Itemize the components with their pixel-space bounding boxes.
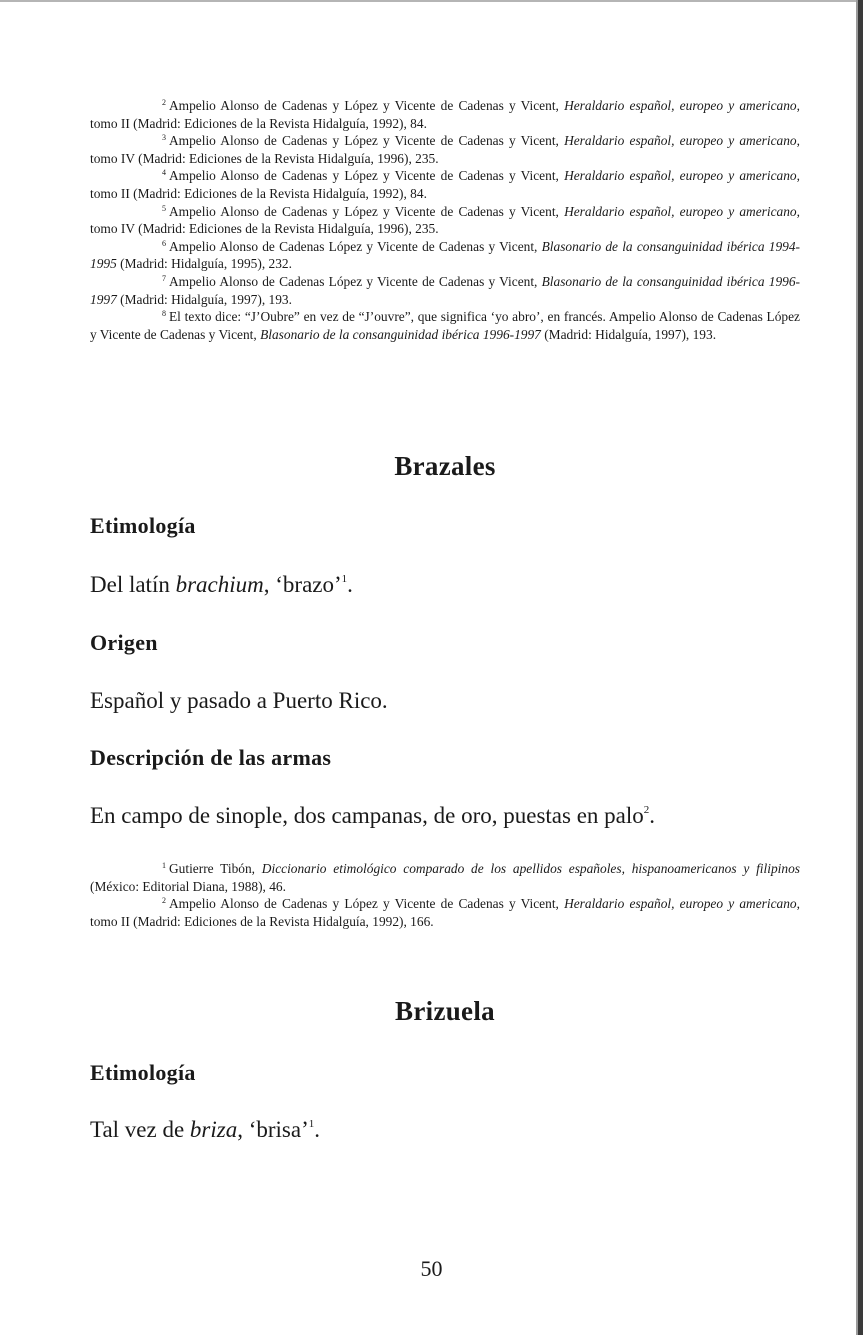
top-rule (0, 0, 863, 2)
footnote-title: Blasonario de la consanguinidad ibérica 1996-1997 (260, 326, 541, 342)
footnote: $^7$ Ampelio Alonso de Cadenas López y Vicente de Cadenas y Vicent, Blasonario de la consanguinidad ibérica 1996-1997 (Madrid: Hidalguía, 1997), 193. (90, 273, 800, 307)
footnote: $^2$ Ampelio Alonso de Cadenas y López y Vicente de Cadenas y Vicent, Heraldario español, europeo y americano, tomo II (Madrid: Ediciones de la Revista Hidalguía, 1992), 84. (90, 98, 800, 131)
footnote-title: Heraldario español, europeo y americano (564, 98, 797, 113)
footnote-number: 2 (162, 98, 166, 107)
footnote: $^6$ Ampelio Alonso de Cadenas López y Vicente de Cadenas y Vicent, Blasonario de la consanguinidad ibérica 1994-1995 (Madrid: Hidalguía, 1995), 232. (90, 238, 800, 272)
footnote-title: Diccionario etimológico comparado de los apellidos españoles, hispanoamericanos y filipinos (261, 861, 800, 876)
footnote-number: 6 (162, 238, 166, 248)
footnote-number: 2 (162, 896, 166, 906)
heading-etimologia: Etimología (90, 1060, 196, 1085)
footnote-ref: 1 (341, 573, 348, 585)
latin-word: brachium (175, 572, 264, 597)
footnote: $^2$ Ampelio Alonso de Cadenas y López y Vicente de Cadenas y Vicent, Heraldario español, europeo y americano, tomo II (Madrid: Ediciones de la Revista Hidalguía, 1992), 166. (90, 896, 800, 929)
footnote: $^1$ Gutierre Tibón, Diccionario etimológico comparado de los apellidos españoles, hispanoamericanos y filipinos (México: Editorial Diana, 1988), 46. (90, 861, 800, 894)
heading-etimologia: Etimología (90, 513, 196, 538)
footnotes-mid (90, 860, 800, 930)
etimologia-text: Del latín brachium, ‘brazo’$^1$. (90, 572, 353, 597)
footnote-number: 3 (162, 133, 166, 143)
page-number: 50 (420, 1256, 443, 1281)
footnote-title: Heraldario español, europeo y americano (564, 203, 797, 219)
footnote-number: 7 (162, 273, 166, 283)
footnote-title: Heraldario español, europeo y americano (564, 168, 797, 184)
descripcion-text: En campo de sinople, dos campanas, de oro, puestas en palo$^2$. (90, 803, 656, 828)
scan-edge (858, 0, 863, 1335)
footnote-title: Heraldario español, europeo y americano (564, 133, 797, 149)
footnote-title: Blasonario de la consanguinidad ibérica 1996-1997 (90, 273, 800, 307)
footnote: $^4$ Ampelio Alonso de Cadenas y López y Vicente de Cadenas y Vicent, Heraldario español, europeo y americano, tomo II (Madrid: Ediciones de la Revista Hidalguía, 1992), 84. (90, 168, 800, 201)
section-title-brizuela: Brizuela (395, 996, 495, 1026)
footnote-title: Blasonario de la consanguinidad ibérica 1994-1995 (90, 238, 800, 272)
origen-text: Español y pasado a Puerto Rico. (90, 688, 388, 713)
footnote-number: 4 (162, 168, 166, 178)
footnote-number: 1 (162, 861, 166, 870)
etimologia-text: Tal vez de briza, ‘brisa’$^1$. (90, 1117, 320, 1142)
footnotes-top (90, 97, 800, 343)
section-title-brazales: Brazales (394, 451, 496, 481)
footnote-number: 5 (162, 203, 166, 213)
footnote: $^5$ Ampelio Alonso de Cadenas y López y Vicente de Cadenas y Vicent, Heraldario español, europeo y americano, tomo IV (Madrid: Ediciones de la Revista Hidalguía, 1996), 235. (90, 203, 800, 237)
footnote: $^3$ Ampelio Alonso de Cadenas y López y Vicente de Cadenas y Vicent, Heraldario español, europeo y americano, tomo IV (Madrid: Ediciones de la Revista Hidalguía, 1996), 235. (90, 133, 800, 166)
footnote-number: 8 (162, 309, 166, 319)
footnote-ref: 2 (643, 804, 650, 816)
source-word: briza (189, 1117, 238, 1142)
footnote-ref: 1 (308, 1118, 315, 1130)
heading-descripcion: Descripción de las armas (90, 745, 332, 770)
footnote-title: Heraldario español, europeo y americano (564, 896, 797, 912)
heading-origen: Origen (90, 630, 158, 655)
footnote: $^8$ El texto dice: “J’Oubre” en vez de “J’ouvre”, que significa ‘yo abro’, en francés. Ampelio Alonso de Cadenas López y Vicente de Cadenas y Vicent, Blasonario de la consanguinidad ibérica 1996-1997 (Madrid: Hidalguía, 1997), 193. (90, 309, 800, 342)
